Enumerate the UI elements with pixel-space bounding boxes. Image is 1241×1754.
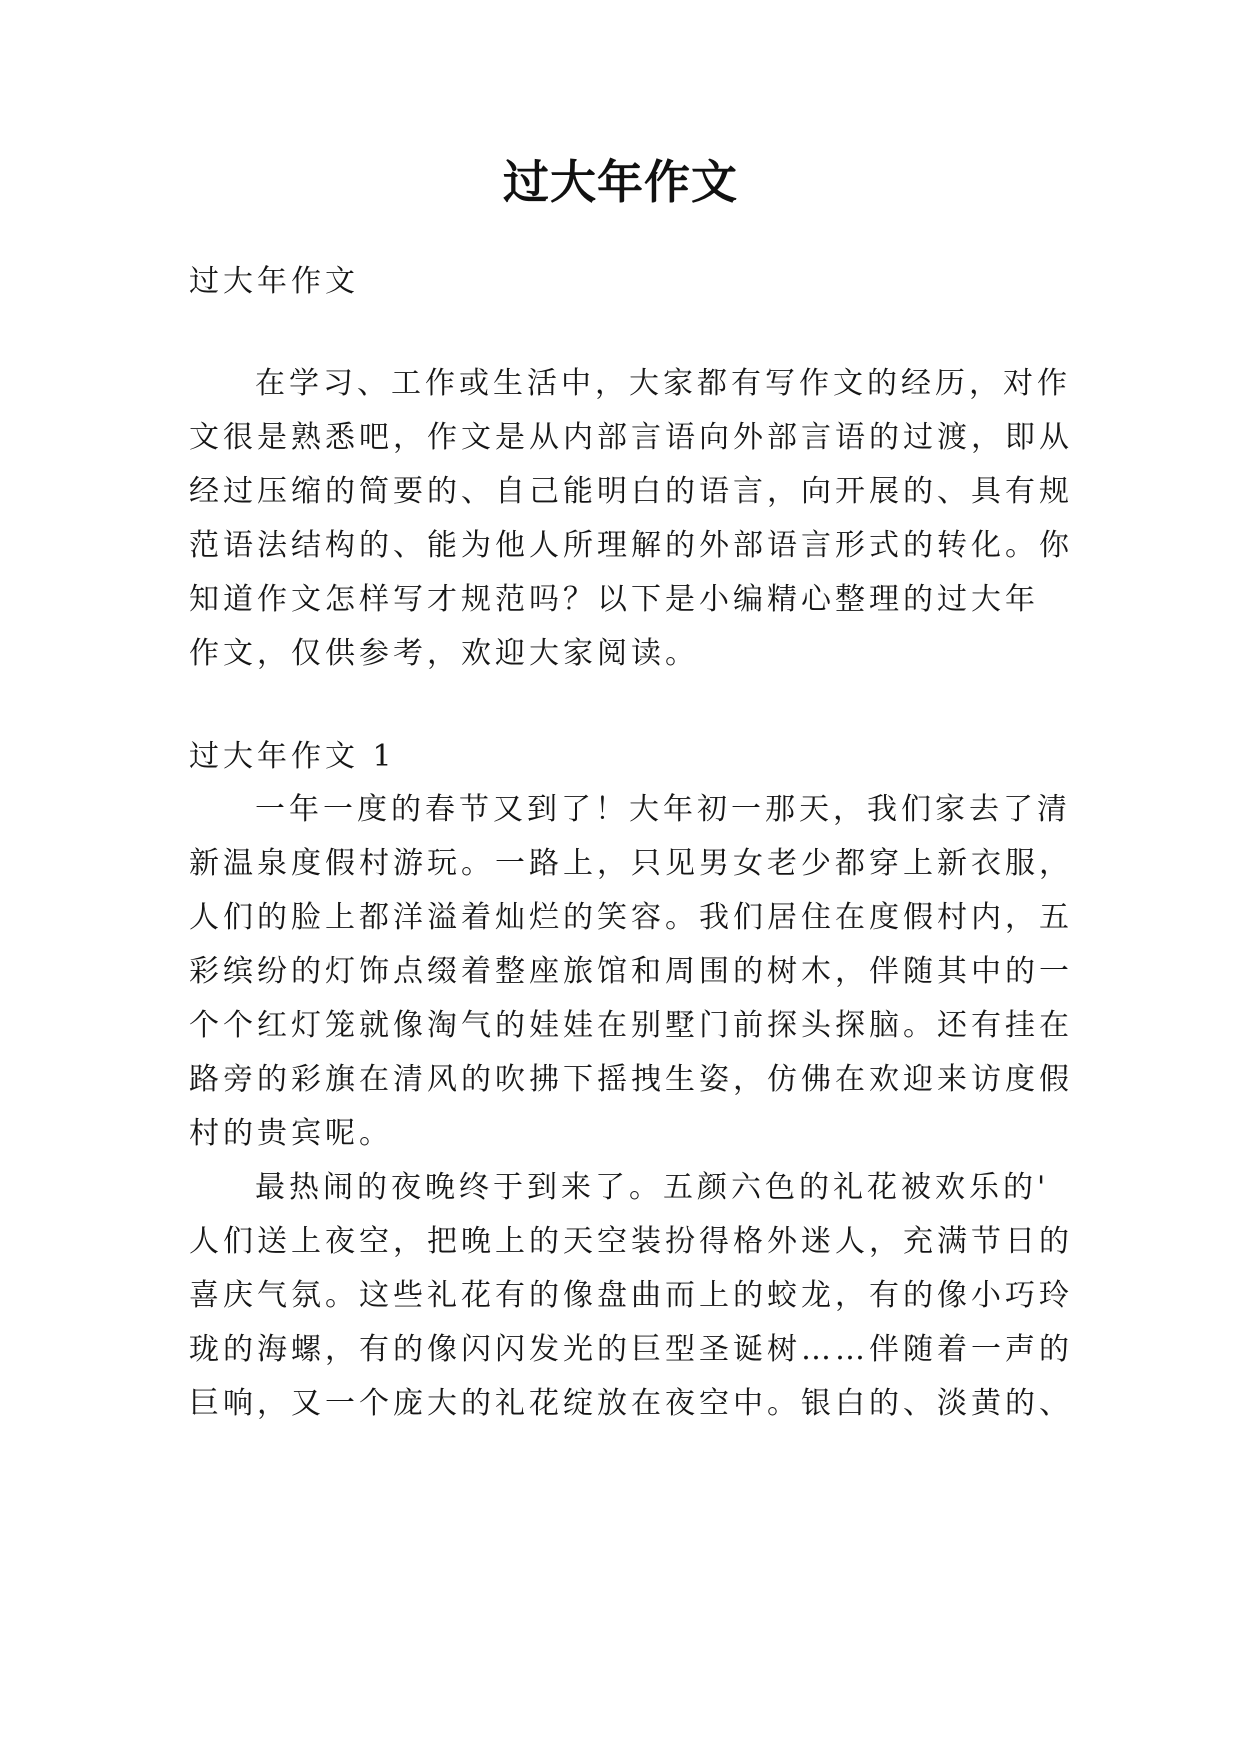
document-title: 过大年作文	[503, 155, 738, 209]
paragraph-line: 喜庆气氛。这些礼花有的像盘曲而上的蛟龙，有的像小巧玲	[189, 1278, 1073, 1313]
document-subtitle: 过大年作文	[189, 264, 359, 299]
intro-line: 经过压缩的简要的、自己能明白的语言，向开展的、具有规	[189, 474, 1073, 509]
paragraph-line: 一年一度的春节又到了！大年初一那天，我们家去了清	[255, 792, 1071, 827]
paragraph-line: 人们送上夜空，把晚上的天空装扮得格外迷人，充满节日的	[189, 1224, 1073, 1259]
paragraph-line: 人们的脸上都洋溢着灿烂的笑容。我们居住在度假村内，五	[189, 900, 1073, 935]
intro-line: 在学习、工作或生活中，大家都有写作文的经历，对作	[255, 366, 1071, 401]
section-heading: 过大年作文 1	[189, 739, 396, 774]
paragraph-line: 村的贵宾呢。	[189, 1116, 393, 1151]
paragraph-line: 个个红灯笼就像淘气的娃娃在别墅门前探头探脑。还有挂在	[189, 1008, 1073, 1043]
intro-line: 范语法结构的、能为他人所理解的外部语言形式的转化。你	[189, 528, 1073, 563]
paragraph-line: 新温泉度假村游玩。一路上，只见男女老少都穿上新衣服，	[189, 846, 1073, 881]
intro-line: 文很是熟悉吧，作文是从内部言语向外部言语的过渡，即从	[189, 420, 1073, 455]
paragraph-line: 珑的海螺，有的像闪闪发光的巨型圣诞树……伴随着一声的	[189, 1332, 1073, 1367]
paragraph-line: 彩缤纷的灯饰点缀着整座旅馆和周围的树木，伴随其中的一	[189, 954, 1073, 989]
intro-line: 作文，仅供参考，欢迎大家阅读。	[189, 636, 699, 671]
intro-line: 知道作文怎样写才规范吗？以下是小编精心整理的过大年	[189, 582, 1039, 617]
paragraph-line: 最热闹的夜晚终于到来了。五颜六色的礼花被欢乐的'	[255, 1170, 1050, 1205]
paragraph-line: 巨响，又一个庞大的礼花绽放在夜空中。银白的、淡黄的、	[189, 1386, 1073, 1421]
paragraph-line: 路旁的彩旗在清风的吹拂下摇拽生姿，仿佛在欢迎来访度假	[189, 1062, 1073, 1097]
